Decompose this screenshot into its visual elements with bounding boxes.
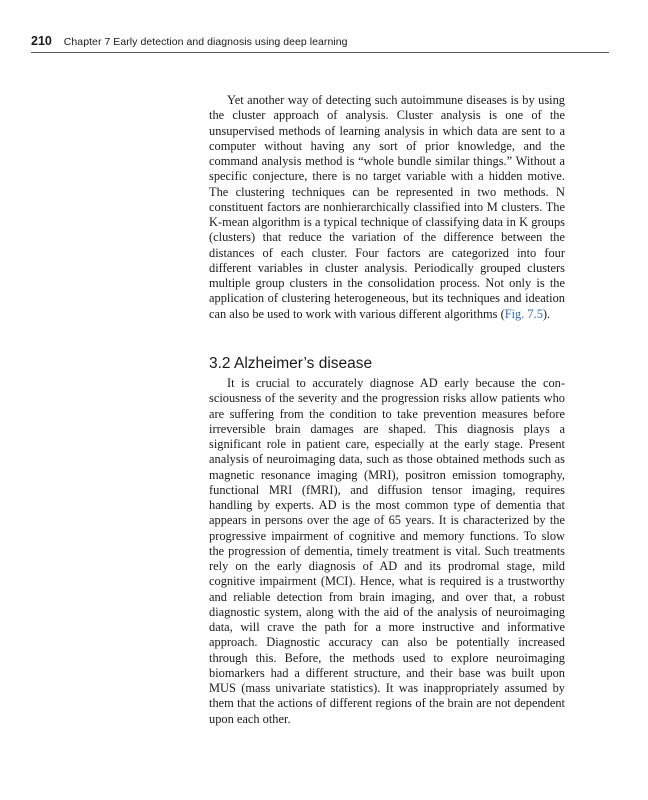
paragraph-text: Yet another way of detecting such autoimmune diseases is by using the cluster approach of analysis. Cluster analysis is one of the unsupervised methods of learning analysis in which data are sent to a computer without having any sort of prior knowledge, and the command analysis method is “whole bundle similar things.” Without a specific conjecture, there is no target variable with a hidden motive. The clustering techniques can be represented in two methods. N constituent factors are nonhierarchically classified into M clusters. The K-mean algorithm is a typical technique of classifying data in K groups (clusters) that reduce the variation of the difference between the distances of each cluster. Four factors are categorized into four different variables in cluster analysis. Periodically grouped clusters multiple group clusters in the consolidation process. Not only is the application of clustering heterogeneous, but its techniques and ideation can also be used to work with various different algorithms ( — [209, 93, 565, 321]
chapter-title: Chapter 7 Early detection and diagnosis using deep learning — [63, 36, 348, 48]
paragraph-text-end: ). — [542, 306, 551, 321]
header-rule — [31, 52, 609, 53]
running-head — [31, 34, 609, 52]
paragraph-cluster-analysis — [209, 93, 565, 322]
section-heading: 3.2 Alzheimer’s disease — [209, 355, 373, 372]
paragraph-alzheimers: It is crucial to accurately diagnose AD early because the consciousness of the severity and the progression risks allow patients who are suffering from the condition to take prevention measures before irreversible brain damages are shaped. This diagnosis plays a significant role in patient care, especially at the early stage. Present analysis of neuroimaging data, such as those obtained methods such as magnetic resonance imaging (MRI), positron emission tomography, functional MRI (fMRI), and diffusion tensor imaging, requires handling by experts. AD is the most common type of dementia that appears in persons over the age of 65 years. It is characterized by the progressive impairment of cognitive and memory functions. To slow the progression of dementia, timely treatment is vital. Such treatments rely on the early diagnosis of AD and its prodromal stage, mild cognitive impairment (MCI). Hence, what is required is a trustworthy and reliable detection from brain imaging, and over that, a robust diagnostic system, along with the aid of the analysis of neuroimaging data, will crave the path for a more instructive and informative approach. Diagnostic accuracy can also be potentially increased through this. Before, the methods used to explore neuroimaging biomarkers had a different structure, and their base was built upon MUS (mass univariate statistics). It was inappropriately assumed by them that the actions of different regions of the brain are not dependent upon each other. — [209, 376, 565, 726]
page-number: 210 — [31, 34, 52, 48]
figure-link[interactable]: Fig. 7.5 — [504, 306, 543, 321]
